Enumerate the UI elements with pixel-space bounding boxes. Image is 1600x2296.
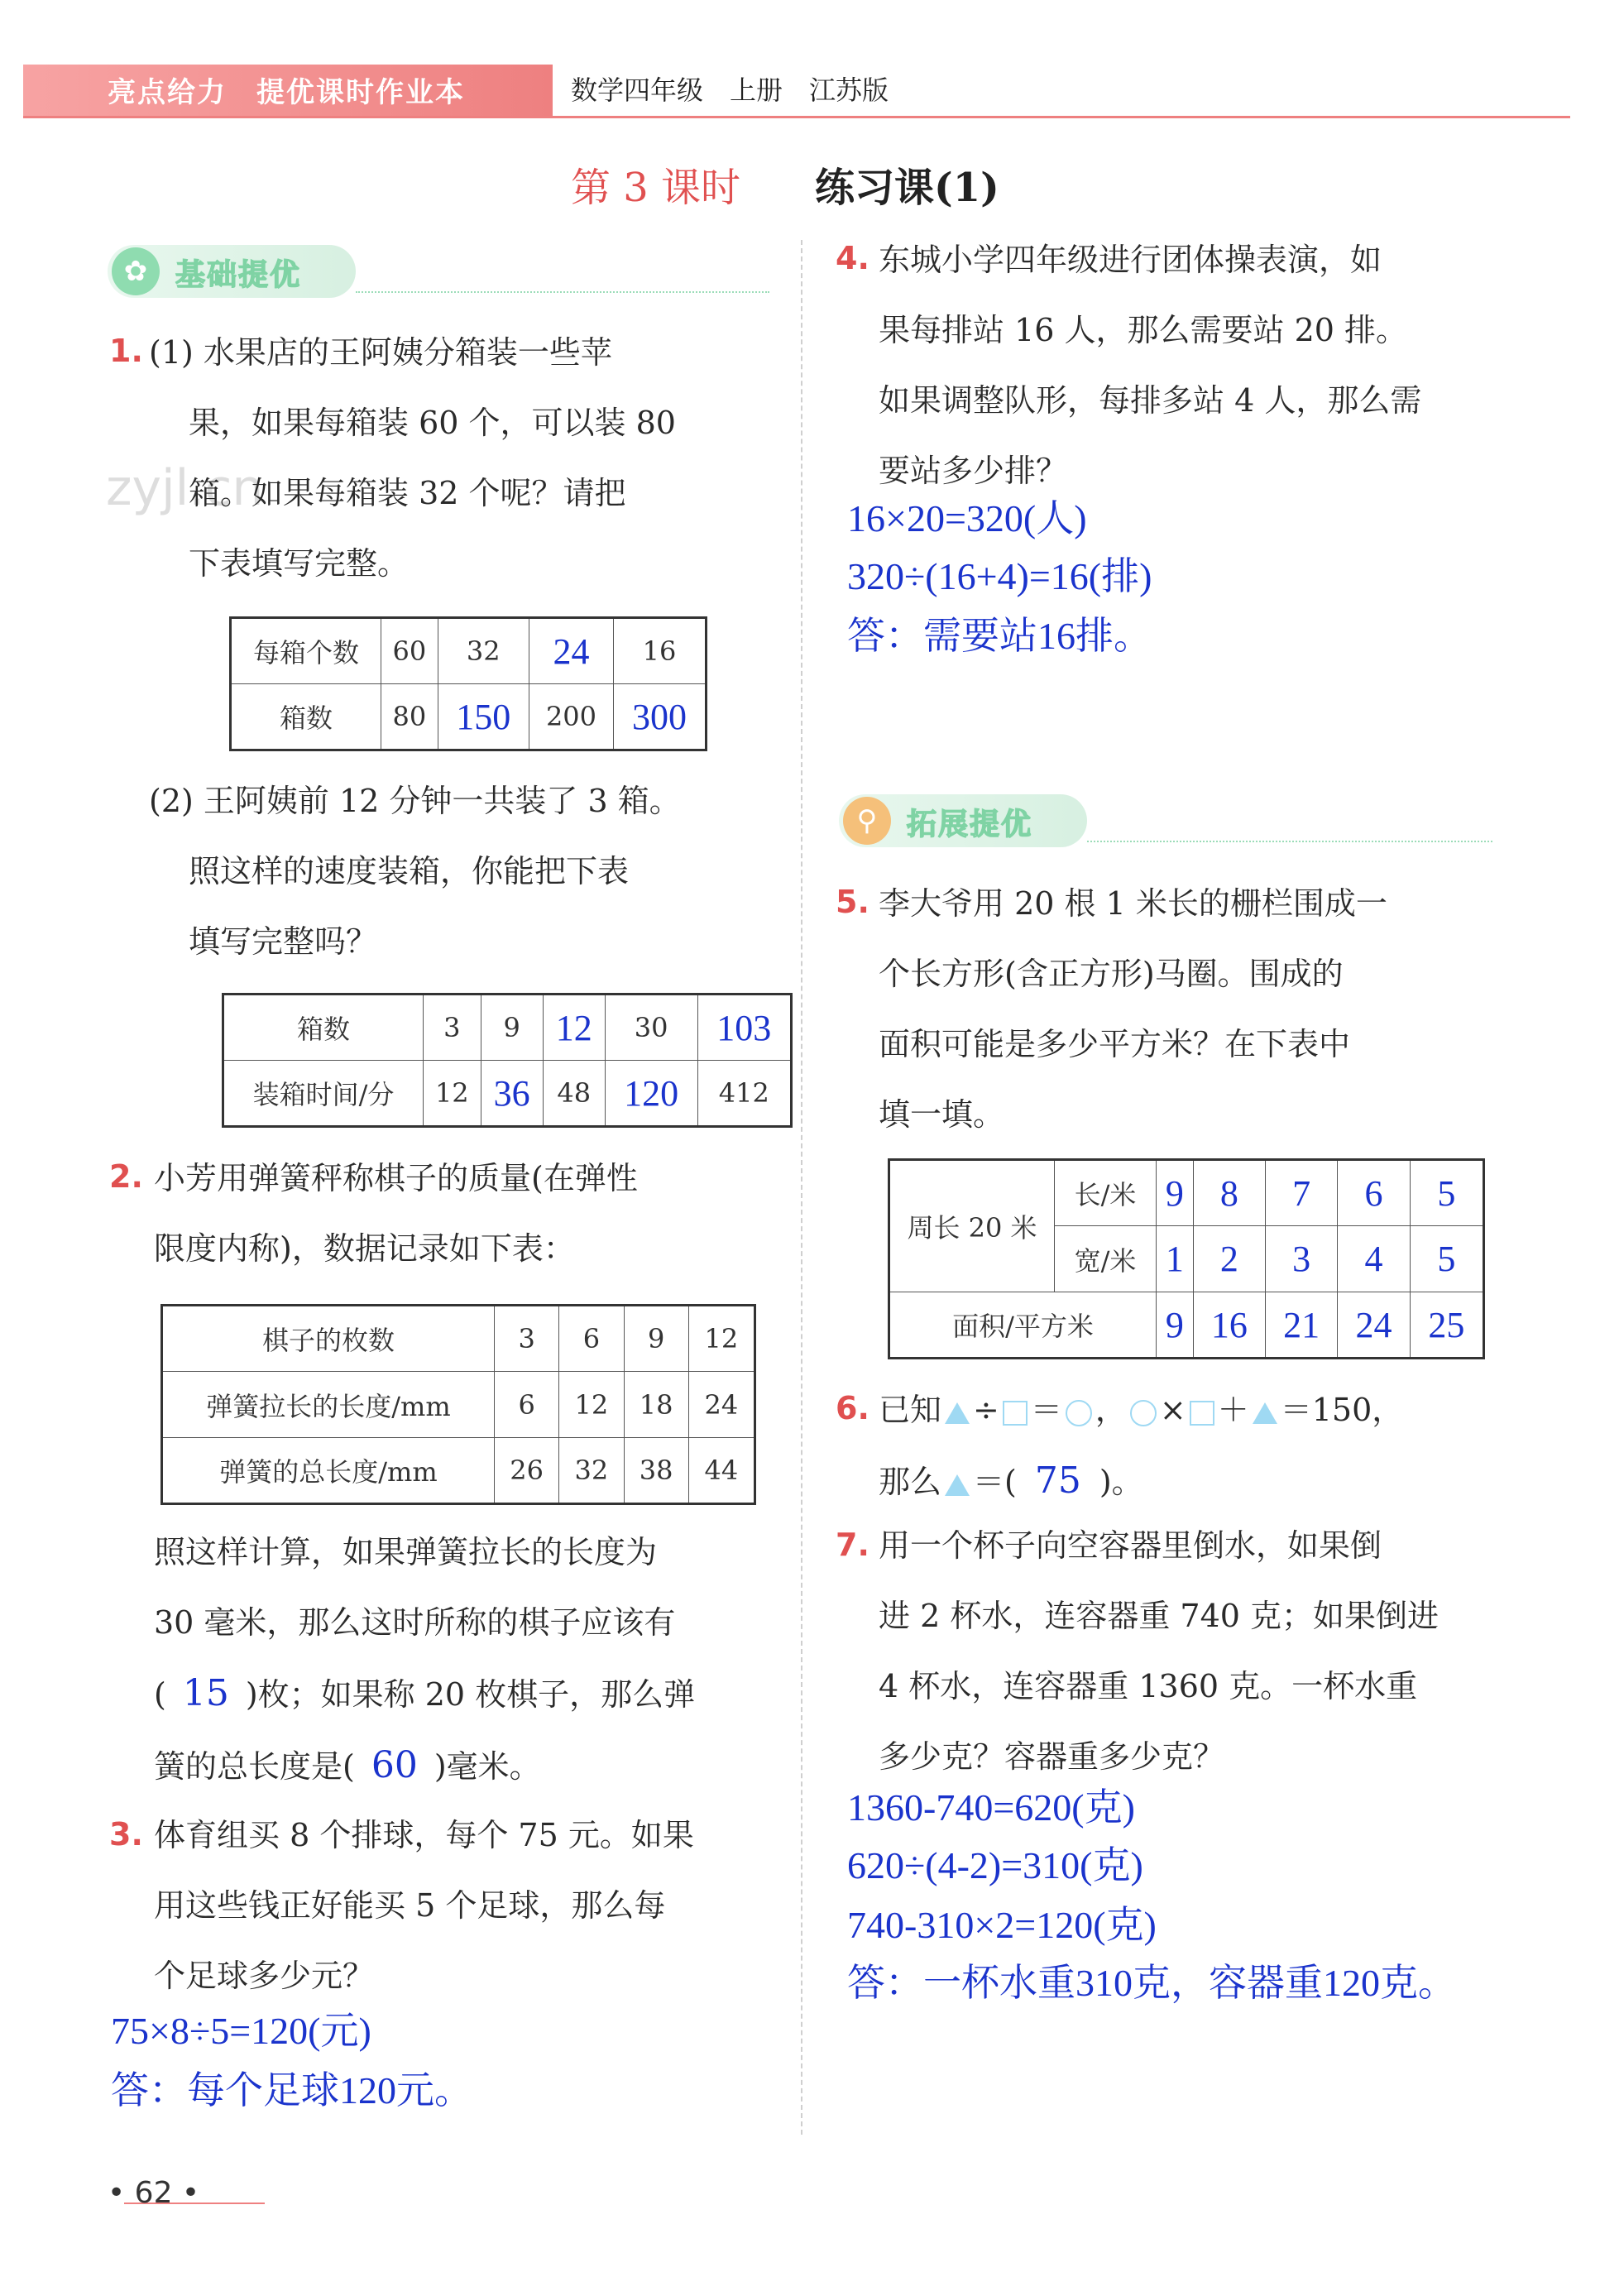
q1-part1 <box>149 318 676 599</box>
q2-text <box>154 1143 638 1284</box>
q2-line: 簧的总长度是( 60 )毫米。 <box>154 1744 541 1786</box>
lesson-number: 第 3 课时 <box>571 165 741 211</box>
answer-cell: 1 <box>1157 1226 1194 1292</box>
q7-number: 7. <box>836 1527 869 1563</box>
q1-part2 <box>149 766 681 977</box>
q1-table2 <box>222 993 793 1128</box>
lesson-title: 练习课(1) <box>815 165 999 211</box>
answer-cell: 300 <box>614 684 707 750</box>
section-extension-rule <box>1087 841 1492 842</box>
table-cell: 3 <box>495 1306 559 1372</box>
table-cell: 32 <box>559 1438 624 1504</box>
table-cell: 80 <box>381 684 438 750</box>
table-row-label: 面积/平方米 <box>889 1292 1157 1359</box>
q4-line: 要站多少排？ <box>879 453 1068 489</box>
q3-answer-line: 答：每个足球120元。 <box>111 2069 472 2111</box>
q1-line: 箱。如果每箱装 32 个呢？请把 <box>189 475 626 511</box>
q5-text <box>879 869 1387 1150</box>
q5-line: 填一填。 <box>879 1096 1005 1133</box>
q2-line: 限度内称)，数据记录如下表： <box>154 1230 575 1267</box>
table-cell: 3 <box>424 995 481 1061</box>
table-cell: 18 <box>624 1372 688 1438</box>
table-row-label: 棋子的枚数 <box>162 1306 495 1372</box>
answer-cell: 24 <box>529 618 613 684</box>
q1-line: 填写完整吗？ <box>189 923 378 960</box>
table-row-label: 装箱时间/分 <box>223 1061 424 1127</box>
q4-number: 4. <box>836 240 869 276</box>
answer-cell: 7 <box>1265 1160 1337 1226</box>
q5-line: 个长方形(含正方形)马圈。围成的 <box>879 956 1344 992</box>
answer-blank: 60 <box>371 1744 418 1786</box>
table-cell: 9 <box>624 1306 688 1372</box>
q1-line: (2) 王阿姨前 12 分钟一共装了 3 箱。 <box>149 783 681 819</box>
q7-line: 用一个杯子向空容器里倒水，如果倒 <box>879 1527 1382 1564</box>
watermark: zyjl.cn <box>106 459 264 517</box>
table-row-label: 长/米 <box>1055 1160 1157 1226</box>
q3-number: 3. <box>109 1816 143 1853</box>
q4-text <box>879 225 1421 506</box>
q6-text <box>879 1375 1403 1517</box>
q1-line: (1) 水果店的王阿姨分箱装一些苹 <box>149 334 612 371</box>
q7-line: 多少克？容器重多少克？ <box>879 1738 1225 1775</box>
perimeter-label: 周长 20 米 <box>889 1160 1055 1292</box>
table-cell: 48 <box>543 1061 605 1127</box>
q4-answer-line: 16×20=320(人) <box>847 497 1087 539</box>
search-icon: ⚲ <box>843 797 891 845</box>
answer-cell: 24 <box>1338 1292 1410 1359</box>
answer-cell: 103 <box>697 995 791 1061</box>
q4-line: 如果调整队形，每排多站 4 人，那么需 <box>879 382 1422 419</box>
section-basic-rule <box>356 291 769 293</box>
table-cell: 30 <box>605 995 697 1061</box>
square-icon <box>1190 1401 1214 1426</box>
q2-table <box>160 1304 756 1505</box>
q2-line: 小芳用弹簧秤称棋子的质量(在弹性 <box>154 1160 638 1196</box>
table-cell: 38 <box>624 1438 688 1504</box>
table-cell: 412 <box>697 1061 791 1127</box>
answer-cell: 5 <box>1410 1226 1483 1292</box>
q2-number: 2. <box>109 1158 143 1195</box>
triangle-icon <box>1253 1402 1277 1424</box>
q5-line: 李大爷用 20 根 1 米长的栅栏围成一 <box>879 885 1387 922</box>
answer-cell: 12 <box>543 995 605 1061</box>
table-cell: 26 <box>495 1438 559 1504</box>
table-row-label: 弹簧的总长度/mm <box>162 1438 495 1504</box>
answer-cell: 9 <box>1157 1292 1194 1359</box>
q7-answer-line: 答：一杯水重310克，容器重120克。 <box>847 1962 1456 2004</box>
circle-icon <box>1066 1400 1092 1426</box>
square-icon <box>1003 1401 1028 1426</box>
answer-cell: 3 <box>1265 1226 1337 1292</box>
table-cell: 6 <box>559 1306 624 1372</box>
q7-answer-line: 620÷(4-2)=310(克) <box>847 1844 1143 1886</box>
table-row-label: 箱数 <box>223 995 424 1061</box>
q4-answer-line: 320÷(16+4)=16(排) <box>847 555 1152 597</box>
q1-line: 果，如果每箱装 60 个，可以装 80 <box>189 405 676 441</box>
q4-line: 果每排站 16 人，那么需要站 20 排。 <box>879 312 1408 348</box>
q7-line: 4 杯水，连容器重 1360 克。一杯水重 <box>879 1668 1418 1704</box>
q1-line: 下表填写完整。 <box>189 545 410 582</box>
answer-cell: 9 <box>1157 1160 1194 1226</box>
answer-cell: 5 <box>1410 1160 1483 1226</box>
q2-followup <box>154 1517 695 1802</box>
table-cell: 44 <box>688 1438 754 1504</box>
q7-line: 进 2 杯水，连容器重 740 克；如果倒进 <box>879 1598 1440 1634</box>
triangle-icon <box>945 1402 970 1424</box>
book-subtitle: 数学四年级 上册 江苏版 <box>571 74 889 106</box>
q7-answer-line: 740-310×2=120(克) <box>847 1904 1157 1946</box>
q6-line: 那么 ＝( 75 )。 <box>879 1460 1143 1502</box>
q5-number: 5. <box>836 884 869 920</box>
answer-cell: 8 <box>1193 1160 1265 1226</box>
answer-cell: 2 <box>1193 1226 1265 1292</box>
q7-answer-line: 1360-740=620(克) <box>847 1786 1135 1829</box>
table-cell: 9 <box>481 995 543 1061</box>
page-number: • 62 • <box>108 2176 200 2210</box>
q3-text <box>154 1800 694 2011</box>
book-title: 亮点给力 提优课时作业本 <box>108 76 465 109</box>
answer-blank: 75 <box>1034 1460 1081 1502</box>
q6-number: 6. <box>836 1390 869 1426</box>
section-basic-title: 基础提优 <box>175 258 302 292</box>
table-row-label: 弹簧拉长的长度/mm <box>162 1372 495 1438</box>
q2-line: 30 毫米，那么这时所称的棋子应该有 <box>154 1604 676 1641</box>
q1-number: 1. <box>109 333 143 369</box>
table-row-label: 箱数 <box>231 684 381 750</box>
q3-line: 用这些钱正好能买 5 个足球，那么每 <box>154 1887 666 1924</box>
q1-table1 <box>229 616 707 751</box>
q6-line: 已知 ÷ ＝ ， × ＋ ＝150， <box>879 1392 1404 1428</box>
q4-line: 东城小学四年级进行团体操表演，如 <box>879 242 1382 278</box>
table-row-label: 宽/米 <box>1055 1226 1157 1292</box>
answer-cell: 4 <box>1338 1226 1410 1292</box>
header-rule <box>23 116 1570 118</box>
q3-answer-line: 75×8÷5=120(元) <box>111 2010 371 2052</box>
table-cell: 6 <box>495 1372 559 1438</box>
table-cell: 16 <box>614 618 707 684</box>
q3-line: 个足球多少元？ <box>154 1958 375 1994</box>
q5-line: 面积可能是多少平方米？在下表中 <box>879 1026 1351 1062</box>
q1-line: 照这样的速度装箱，你能把下表 <box>189 853 630 889</box>
q2-line: ( 15 )枚；如果称 20 枚棋子，那么弹 <box>154 1672 696 1714</box>
table-cell: 24 <box>688 1372 754 1438</box>
table-row-label: 每箱个数 <box>231 618 381 684</box>
answer-cell: 120 <box>605 1061 697 1127</box>
answer-cell: 6 <box>1338 1160 1410 1226</box>
table-cell: 32 <box>438 618 529 684</box>
table-cell: 12 <box>688 1306 754 1372</box>
section-extension-title: 拓展提优 <box>907 808 1033 841</box>
answer-cell: 150 <box>438 684 529 750</box>
q5-table <box>888 1158 1485 1359</box>
answer-cell: 21 <box>1265 1292 1337 1359</box>
answer-blank: 15 <box>182 1672 229 1714</box>
circle-icon <box>1130 1400 1157 1426</box>
table-cell: 60 <box>381 618 438 684</box>
column-divider <box>801 240 802 2135</box>
answer-cell: 16 <box>1193 1292 1265 1359</box>
q4-answer-line: 答：需要站16排。 <box>847 615 1152 657</box>
q2-line: 照这样计算，如果弹簧拉长的长度为 <box>154 1534 658 1570</box>
triangle-icon <box>945 1474 970 1496</box>
q3-line: 体育组买 8 个排球，每个 75 元。如果 <box>154 1817 694 1853</box>
table-cell: 12 <box>559 1372 624 1438</box>
table-cell: 12 <box>424 1061 481 1127</box>
answer-cell: 25 <box>1410 1292 1483 1359</box>
q7-text <box>879 1511 1439 1792</box>
sprout-icon: ✿ <box>112 247 160 295</box>
table-cell: 200 <box>529 684 613 750</box>
answer-cell: 36 <box>481 1061 543 1127</box>
